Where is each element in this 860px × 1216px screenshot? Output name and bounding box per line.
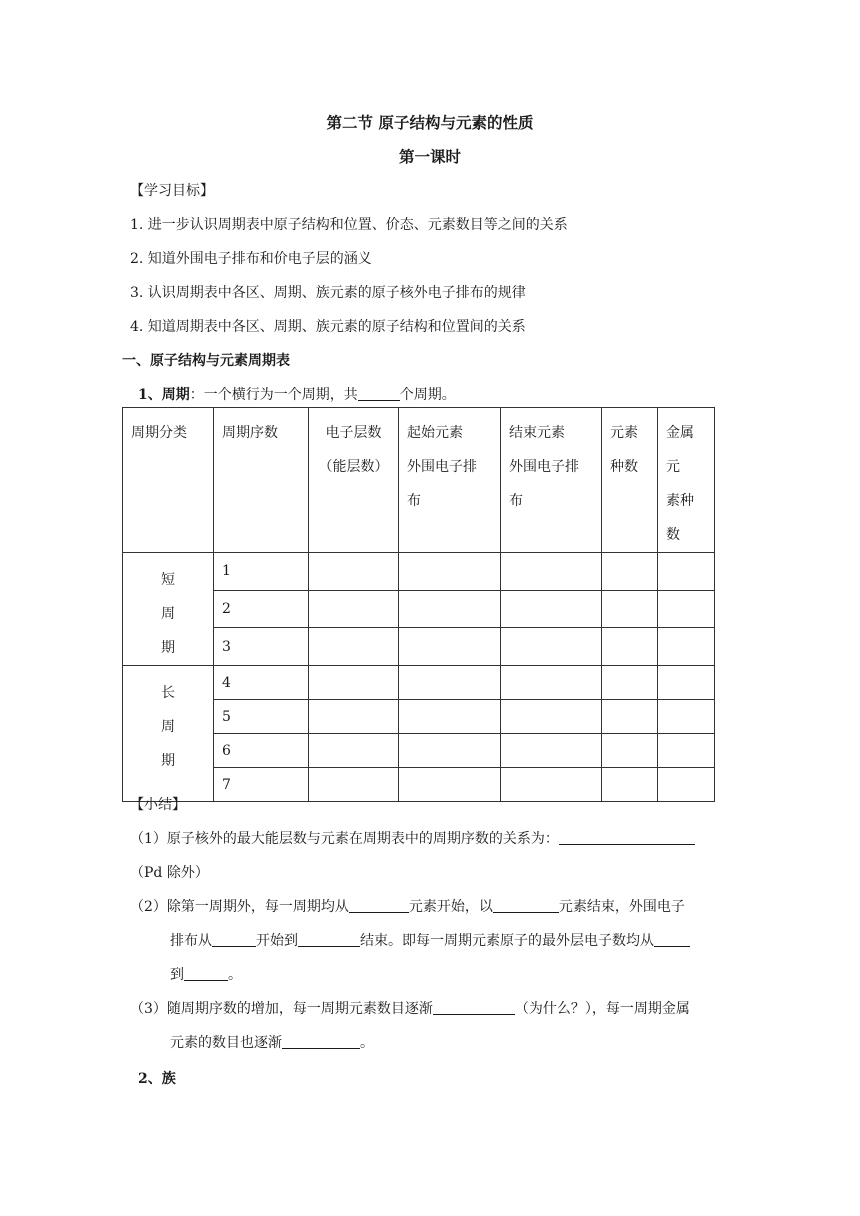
header-shell-count-note: （能层数） — [318, 459, 389, 475]
header-cell — [214, 408, 309, 553]
summary-2-text-a: （2）除第一周期外，每一周期均从 — [130, 899, 349, 915]
answer-cell[interactable] — [399, 628, 501, 666]
period-label: 1、周期 — [138, 387, 190, 403]
answer-cell[interactable] — [602, 628, 658, 666]
header-metal-count-3: 素种 — [666, 493, 694, 509]
header-cell — [602, 408, 658, 553]
answer-cell[interactable] — [501, 768, 602, 802]
header-start-config-end: 布 — [407, 493, 421, 509]
period-number-cell: 4 — [214, 666, 309, 700]
objective-1: 1. 进一步认识周期表中原子结构和位置、价态、元素数目等之间的关系 — [130, 217, 568, 233]
answer-cell[interactable] — [501, 734, 602, 768]
table-row — [123, 666, 715, 700]
objective-4: 4. 知道周期表中各区、周期、族元素的原子结构和位置间的关系 — [130, 319, 526, 335]
answer-cell[interactable] — [399, 768, 501, 802]
section-heading: 一、原子结构与元素周期表 — [122, 353, 290, 369]
answer-cell[interactable] — [309, 734, 399, 768]
header-start-config: 外围电子排 — [407, 459, 477, 475]
page-subtitle: 第一课时 — [398, 147, 461, 166]
summary-2 — [130, 896, 685, 916]
answer-cell[interactable] — [501, 628, 602, 666]
answer-cell[interactable] — [309, 628, 399, 666]
blank-3a — [433, 1000, 515, 1015]
long-char-3: 期 — [161, 753, 175, 769]
header-end-config: 外围电子排 — [509, 459, 579, 475]
answer-cell[interactable] — [309, 590, 399, 628]
header-start-element: 起始元素 — [407, 425, 463, 441]
blank-2d — [298, 932, 360, 947]
answer-cell[interactable] — [602, 553, 658, 591]
answer-cell[interactable] — [602, 700, 658, 734]
summary-2-text-g: 到 — [170, 967, 184, 983]
blank-2e — [654, 932, 690, 947]
short-char-1: 短 — [161, 572, 175, 588]
header-cell — [309, 408, 399, 553]
period-number-cell: 7 — [214, 768, 309, 802]
blank-3b — [282, 1034, 360, 1049]
answer-cell[interactable] — [658, 666, 715, 700]
answer-cell[interactable] — [399, 590, 501, 628]
answer-cell[interactable] — [309, 666, 399, 700]
short-period-cell — [123, 553, 214, 666]
objective-3: 3. 认识周期表中各区、周期、族元素的原子核外电子排布的规律 — [130, 285, 526, 301]
long-char-2: 周 — [161, 719, 175, 735]
objective-2: 2. 知道外围电子排布和价电子层的涵义 — [130, 251, 372, 267]
header-element-count: 元素 — [610, 425, 638, 441]
answer-cell[interactable] — [602, 666, 658, 700]
answer-cell[interactable] — [602, 590, 658, 628]
table-row — [123, 553, 715, 591]
summary-heading: 【小结】 — [130, 797, 186, 813]
summary-2-cont — [170, 930, 690, 950]
answer-cell[interactable] — [658, 590, 715, 628]
period-number-cell: 6 — [214, 734, 309, 768]
answer-cell[interactable] — [501, 666, 602, 700]
summary-2-text-h: 。 — [228, 967, 242, 983]
header-cell — [123, 408, 214, 553]
period-number-cell: 3 — [214, 628, 309, 666]
header-cell — [399, 408, 501, 553]
summary-3 — [130, 998, 690, 1018]
period-text-a: ：一个横行为一个周期，共 — [189, 387, 358, 403]
answer-cell[interactable] — [602, 768, 658, 802]
header-metal-count: 金属 — [666, 425, 694, 441]
period-text-b: 个周期。 — [399, 387, 456, 403]
answer-cell[interactable] — [309, 700, 399, 734]
objectives-heading: 【学习目标】 — [130, 183, 214, 199]
long-char-1: 长 — [161, 685, 175, 701]
summary-2-text-c: 元素结束，外围电子 — [558, 899, 685, 915]
summary-1-note: （Pd 除外） — [130, 865, 209, 881]
blank-period-count — [358, 386, 400, 401]
period-table — [122, 407, 715, 802]
long-period-cell — [123, 666, 214, 802]
blank-1 — [559, 830, 695, 845]
summary-2-text-e: 开始到 — [256, 933, 298, 949]
period-number-cell: 1 — [214, 553, 309, 591]
summary-2-text-d: 排布从 — [170, 933, 212, 949]
summary-1-text: （1）原子核外的最大能层数与元素在周期表中的周期序数的关系为： — [130, 831, 559, 847]
period-number-cell: 2 — [214, 590, 309, 628]
header-period-number: 周期序数 — [222, 425, 278, 441]
blank-2c — [212, 932, 256, 947]
answer-cell[interactable] — [501, 590, 602, 628]
answer-cell[interactable] — [399, 553, 501, 591]
answer-cell[interactable] — [658, 768, 715, 802]
header-element-count-end: 种数 — [610, 459, 638, 475]
answer-cell[interactable] — [309, 768, 399, 802]
header-period-category: 周期分类 — [131, 425, 187, 441]
summary-3-text-c: 元素的数目也逐渐 — [170, 1035, 282, 1051]
header-metal-count-4: 数 — [666, 527, 680, 543]
answer-cell[interactable] — [658, 553, 715, 591]
header-end-element: 结束元素 — [509, 425, 565, 441]
short-char-2: 周 — [161, 606, 175, 622]
header-shell-count: 电子层数 — [325, 425, 382, 441]
summary-3-text-b: （为什么？），每一周期金属 — [514, 1001, 690, 1017]
blank-2b — [493, 898, 559, 913]
page-title: 第二节 原子结构与元素的性质 — [326, 113, 534, 132]
header-end-config-end: 布 — [509, 493, 523, 509]
summary-2-text-b: 元素开始，以 — [408, 899, 493, 915]
answer-cell[interactable] — [658, 628, 715, 666]
answer-cell[interactable] — [501, 553, 602, 591]
short-char-3: 期 — [161, 640, 175, 656]
answer-cell[interactable] — [602, 734, 658, 768]
blank-2a — [349, 898, 409, 913]
answer-cell[interactable] — [399, 734, 501, 768]
summary-3-text-a: （3）随周期序数的增加，每一周期元素数目逐渐 — [130, 1001, 433, 1017]
table-header-row — [123, 408, 715, 553]
answer-cell[interactable] — [399, 700, 501, 734]
answer-cell[interactable] — [501, 700, 602, 734]
summary-2-end — [170, 964, 242, 984]
header-metal-count-2: 元 — [666, 459, 680, 475]
summary-3-text-d: 。 — [360, 1035, 374, 1051]
summary-2-text-f: 结束。即每一周期元素原子的最外层电子数均从 — [360, 933, 654, 949]
header-cell — [501, 408, 602, 553]
answer-cell[interactable] — [658, 700, 715, 734]
group-heading: 2、族 — [138, 1071, 176, 1087]
answer-cell[interactable] — [658, 734, 715, 768]
period-line — [138, 384, 456, 404]
blank-2f — [184, 966, 228, 981]
header-cell — [658, 408, 715, 553]
summary-3-cont — [170, 1032, 374, 1052]
summary-1 — [130, 828, 695, 848]
period-number-cell: 5 — [214, 700, 309, 734]
answer-cell[interactable] — [399, 666, 501, 700]
answer-cell[interactable] — [309, 553, 399, 591]
